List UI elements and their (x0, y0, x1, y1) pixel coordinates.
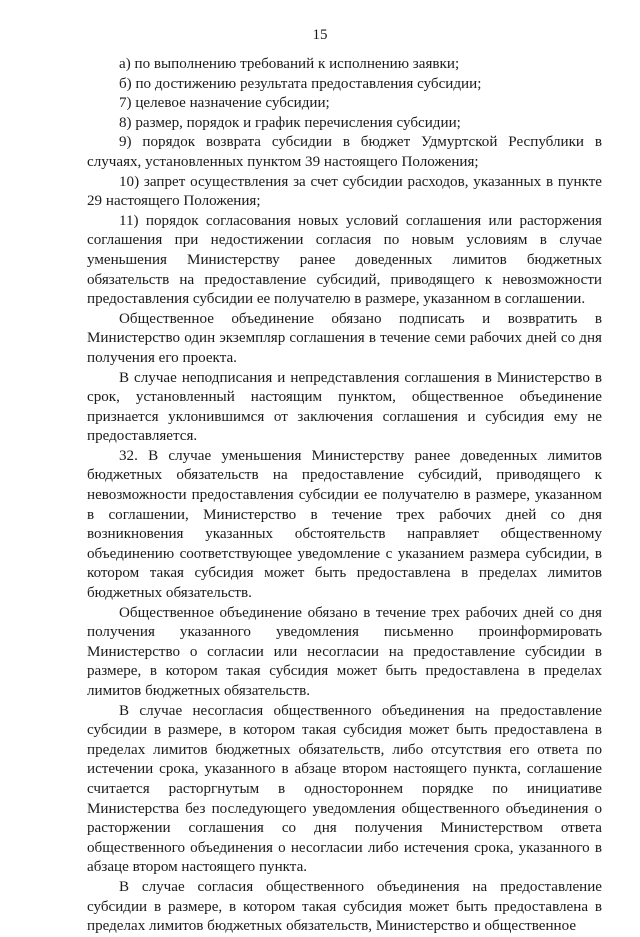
paragraph-disagreement: В случае несогласия общественного объединения на предоставление субсидии в размере, в котором такая субсидия может быть предоставлена в пределах лимитов бюджетных обязательств, либо отсутствия его ответа по истечении срока, указанного в абзаце втором настоящего пункта, соглашение считается расторгнутым в одностороннем порядке по инициативе Министерства без последующего уведомления общественного объединения о расторжении соглашения со дня получения Министерством ответа общественного объединения о несогласии либо истечения срока, указанного в абзаце втором настоящего пункта. (87, 702, 602, 876)
paragraph-agreement: В случае согласия общественного объединения на предоставление субсидии в размере, в котором такая субсидия может быть предоставлена в пределах лимитов бюджетных обязательств, Министерство и общественное (87, 878, 602, 935)
page-number: 15 (312, 27, 328, 43)
paragraph-item-9: 9) порядок возврата субсидии в бюджет Удмуртской Республики в случаях, установленных пунктом 39 настоящего Положения; (87, 134, 602, 170)
paragraph-item-11: 11) порядок согласования новых условий соглашения или расторжения соглашения при недостижении согласия по новым условиям в случае уменьшения Министерству ранее доведенных лимитов бюджетных обязательств на предоставление субсидий, приводящего к невозможности предоставления субсидии ее получателю в размере, указанном в соглашении. (87, 212, 602, 308)
paragraph-evasion: В случае неподписания и непредставления соглашения в Министерство в срок, установленный настоящим пунктом, общественное объединение признается уклонившимся от заключения соглашения и субсидия ему не предоставляется. (87, 369, 602, 445)
paragraph-item-10: 10) запрет осуществления за счет субсидии расходов, указанных в пункте 29 настоящего Положения; (87, 173, 602, 210)
document-body (87, 55, 602, 937)
paragraph-item-8: 8) размер, порядок и график перечисления субсидии; (119, 114, 461, 131)
paragraph-item-a: а) по выполнению требований к исполнению заявки; (119, 56, 460, 72)
paragraph-section-32: 32. В случае уменьшения Министерству ранее доведенных лимитов бюджетных обязательств на предоставление субсидий, приводящего к невозможности предоставления субсидии ее получателю в размере, указанном в соглашении, Министерство в течение трех рабочих дней со дня возникновения указанных обстоятельств направляет общественному объединению соответствующее уведомление с указанием размера субсидии, в котором такая субсидия может быть предоставлена в пределах лимитов бюджетных обязательств. (87, 447, 602, 602)
paragraph-notify-consent: Общественное объединение обязано в течение трех рабочих дней со дня получения указанного уведомления письменно проинформировать Министерство о согласии или несогласии на предоставление субсидии в размере, в котором такая субсидия может быть предоставлена в пределах лимитов бюджетных обязательств. (87, 604, 602, 699)
paragraph-sign-obligation: Общественное объединение обязано подписать и возвратить в Министерство один экземпляр соглашения в течение семи рабочих дней со дня получения его проекта. (87, 310, 602, 366)
paragraph-item-7: 7) целевое назначение субсидии; (119, 95, 330, 112)
paragraph-item-b: б) по достижению результата предоставления субсидии; (119, 75, 482, 92)
